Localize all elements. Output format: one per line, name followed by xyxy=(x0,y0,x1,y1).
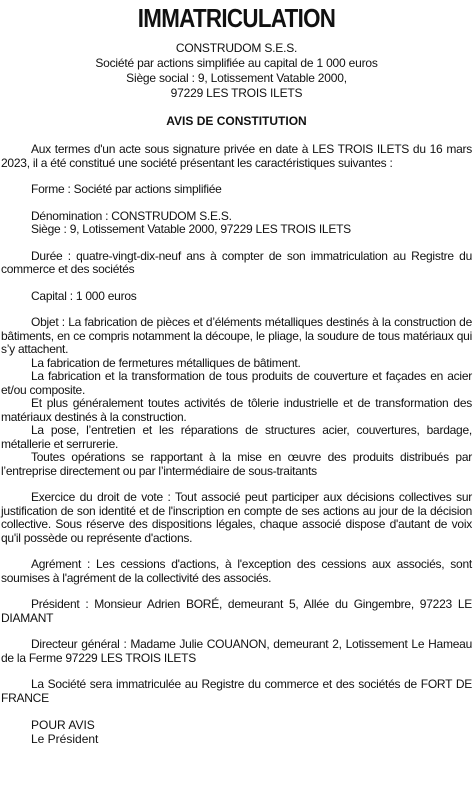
company-name: CONSTRUDOM S.E.S. xyxy=(175,41,298,55)
company-form-capital: Société par actions simplifiée au capital de 1 000 euros xyxy=(95,56,378,70)
vote-paragraph: Exercice du droit de vote : Tout associé peut participer aux décisions collectives sur justification de son identité et de l'inscription en compte de ses actions au jour de la décision collective. Sous réserve des dispositions légales, chaque associé dispose d'autant de voix qu'il possède ou représente d'actions. xyxy=(1,490,472,545)
signature-pour-avis: POUR AVIS xyxy=(31,718,95,732)
objet-paragraph-5: La pose, l’entretien et les réparations de structures acier, couvertures, bardage, métallerie et serrurerie. xyxy=(1,423,472,451)
objet-paragraph-1: Objet : La fabrication de pièces et d’éléments métalliques destinés à la construction de bâtiments, en ce compris notamment la découpe, le pliage, la soudure de tous matériaux qui s’y attachent. xyxy=(1,315,472,356)
company-city: 97229 LES TROIS ILETS xyxy=(170,86,303,100)
notice-heading: AVIS DE CONSTITUTION xyxy=(166,114,307,128)
duree-paragraph: Durée : quatre-vingt-dix-neuf ans à compter de son immatriculation au Registre du commerce et des sociétés xyxy=(1,248,472,276)
objet-paragraph-4: Et plus généralement toutes activités de tôlerie industrielle et de transformation des matériaux destinés à la construction. xyxy=(1,396,472,424)
denomination-paragraph: Dénomination : CONSTRUDOM S.E.S. xyxy=(31,208,232,223)
capital-paragraph: Capital : 1 000 euros xyxy=(31,288,137,303)
signature-block xyxy=(1,718,472,746)
intro-paragraph: Aux termes d'un acte sous signature privée en date à LES TROIS ILETS du 16 mars 2023, il a été constitué une société présentant les caractéristiques suivantes : xyxy=(1,142,472,170)
signature-president: Le Président xyxy=(31,732,99,746)
objet-paragraph-3: La fabrication et la transformation de tous produits de couverture et façades en acier et/ou composite. xyxy=(1,369,472,397)
company-registered-office: Siège social : 9, Lotissement Vatable 2000, xyxy=(126,71,347,85)
rcs-paragraph: La Société sera immatriculée au Registre du commerce et des sociétés de FORT DE FRANCE xyxy=(1,677,472,705)
objet-paragraph-6: Toutes opérations se rapportant à la mise en œuvre des produits distribués par l’entreprise directement ou par l’intermédiaire de sous-traitants xyxy=(1,450,472,478)
company-block xyxy=(1,41,472,101)
agrement-paragraph: Agrément : Les cessions d'actions, à l'exception des cessions aux associés, sont soumises à l'agrément de la collectivité des associés. xyxy=(1,557,472,585)
directeur-general-paragraph: Directeur général : Madame Julie COUANON, demeurant 2, Lotissement Le Hameau de la Ferme 97229 LES TROIS ILETS xyxy=(1,637,472,665)
president-paragraph: Président : Monsieur Adrien BORÉ, demeurant 5, Allée du Gingembre, 97223 LE DIAMANT xyxy=(1,597,472,625)
objet-paragraph-2: La fabrication de fermetures métalliques de bâtiment. xyxy=(31,355,301,370)
siege-paragraph: Siège : 9, Lotissement Vatable 2000, 97229 LES TROIS ILETS xyxy=(31,222,351,236)
notice-title: IMMATRICULATION xyxy=(137,3,336,33)
forme-paragraph: Forme : Société par actions simplifiée xyxy=(31,182,222,196)
